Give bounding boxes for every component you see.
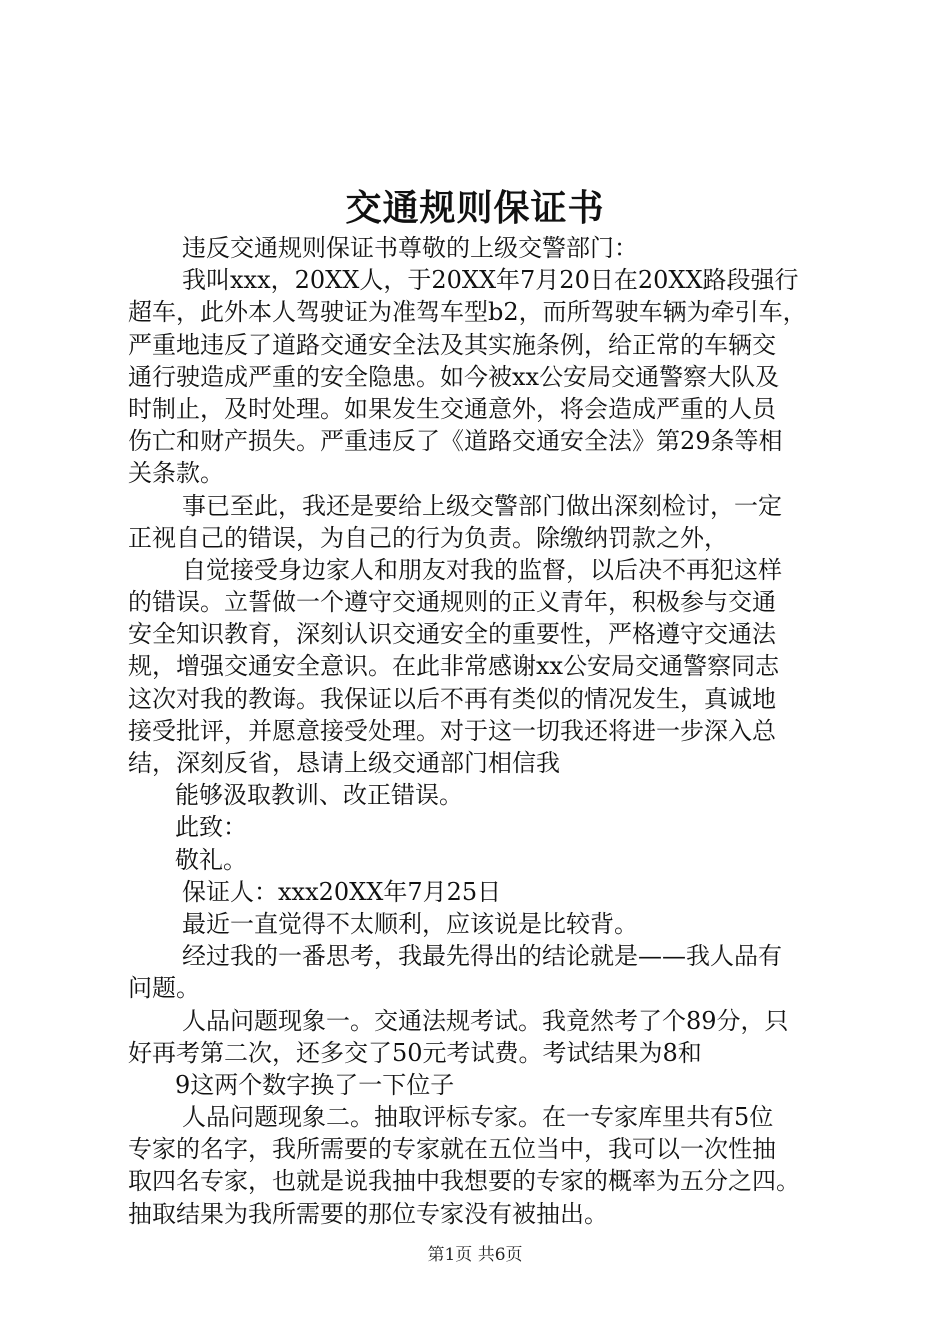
text-line: 好再考第二次，还多交了50元考试费。考试结果为8和 bbox=[128, 1038, 702, 1067]
text-line: 伤亡和财产损失。严重违反了《道路交通安全法》第29条等相 bbox=[128, 427, 783, 456]
text-line: 最近一直觉得不太顺利，应该说是比较背。 bbox=[182, 909, 638, 938]
text-line: 安全知识教育，深刻认识交通安全的重要性，严格遵守交通法 bbox=[128, 620, 776, 649]
text-line: 取四名专家，也就是说我抽中我想要的专家的概率为五分之四。 bbox=[128, 1167, 800, 1196]
text-line: 事已至此，我还是要给上级交警部门做出深刻检讨，一定 bbox=[182, 491, 782, 520]
text-line: 违反交通规则保证书尊敬的上级交警部门： bbox=[182, 234, 638, 262]
page-footer: 第1页 共6页 bbox=[427, 1245, 523, 1265]
text-line: 人品问题现象一。交通法规考试。我竟然考了个89分，只 bbox=[182, 1006, 789, 1035]
text-line: 通行驶造成严重的安全隐患。如今被xx公安局交通警察大队及 bbox=[128, 362, 780, 391]
text-line: 人品问题现象二。抽取评标专家。在一专家库里共有5位 bbox=[182, 1103, 774, 1132]
text-line: 正视自己的错误，为自己的行为负责。除缴纳罚款之外， bbox=[128, 523, 728, 552]
text-line: 敬礼。 bbox=[175, 845, 247, 874]
text-line: 这次对我的教诲。我保证以后不再有类似的情况发生，真诚地 bbox=[128, 684, 776, 713]
text-line: 问题。 bbox=[128, 974, 200, 1003]
document-body bbox=[128, 232, 838, 1230]
text-line: 经过我的一番思考，我最先得出的结论就是——我人品有 bbox=[182, 942, 782, 971]
text-line: 规，增强交通安全意识。在此非常感谢xx公安局交通警察同志 bbox=[128, 652, 780, 681]
text-line: 严重地违反了道路交通安全法及其实施条例，给正常的车辆交 bbox=[128, 330, 776, 359]
text-line: 保证人：xxx20XX年7月25日 bbox=[182, 877, 502, 906]
text-line: 自觉接受身边家人和朋友对我的监督，以后决不再犯这样 bbox=[182, 555, 782, 584]
text-line: 此致： bbox=[175, 813, 247, 842]
text-line: 专家的名字，我所需要的专家就在五位当中，我可以一次性抽 bbox=[128, 1135, 776, 1164]
text-line: 结，深刻反省，恳请上级交通部门相信我 bbox=[128, 749, 560, 777]
text-line: 9这两个数字换了一下位子 bbox=[175, 1070, 455, 1099]
text-line: 关条款。 bbox=[128, 459, 224, 488]
text-line: 我叫xxx，20XX人，于20XX年7月20日在20XX路段强行 bbox=[182, 266, 799, 295]
text-line: 时制止，及时处理。如果发生交通意外，将会造成严重的人员 bbox=[128, 394, 776, 423]
text-line: 能够汲取教训、改正错误。 bbox=[175, 781, 463, 810]
text-line: 的错误。立誓做一个遵守交通规则的正义青年，积极参与交通 bbox=[128, 588, 776, 617]
text-line: 抽取结果为我所需要的那位专家没有被抽出。 bbox=[128, 1199, 608, 1228]
text-line: 超车，此外本人驾驶证为准驾车型b2，而所驾驶车辆为牵引车， bbox=[128, 298, 807, 327]
page-title: 交通规则保证书 bbox=[345, 187, 605, 229]
text-line: 接受批评，并愿意接受处理。对于这一切我还将进一步深入总 bbox=[128, 716, 776, 745]
